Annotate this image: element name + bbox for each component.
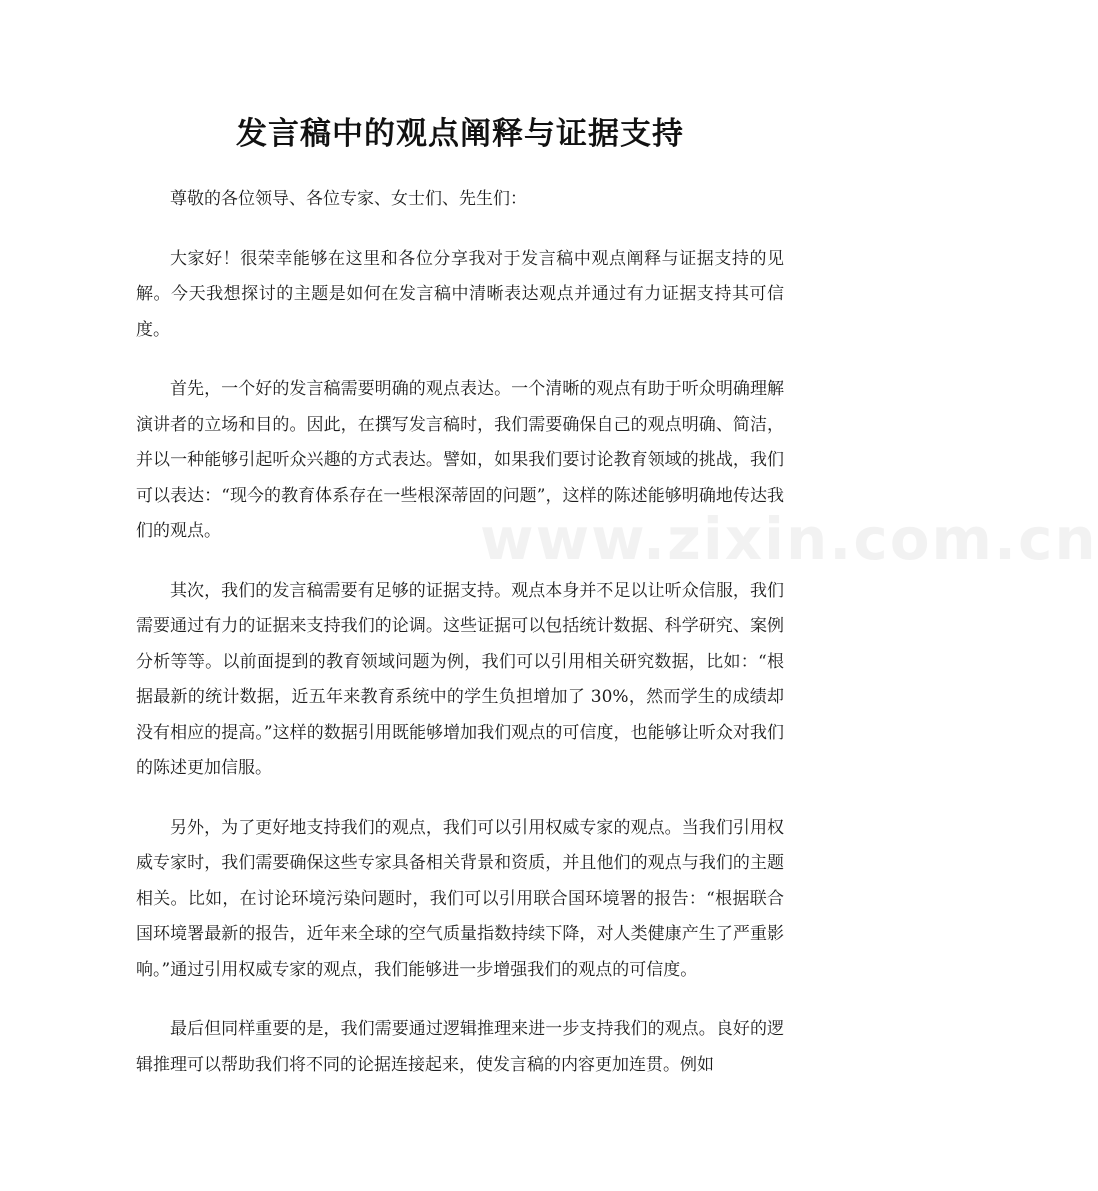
paragraph-third-point: 另外，为了更好地支持我们的观点，我们可以引用权威专家的观点。当我们引用权威专家时，我们需要确保这些专家具备相关背景和资质，并且他们的观点与我们的主题相关。比如，在讨论环境污染问题时，我们可以引用联合国环境署的报告：“根据联合国环境署最新的报告，近年来全球的空气质量指数持续下降，对人类健康产生了严重影响。”通过引用权威专家的观点，我们能够进一步增强我们的观点的可信度。 — [136, 817, 784, 980]
paragraph-second-point: 其次，我们的发言稿需要有足够的证据支持。观点本身并不足以让听众信服，我们需要通过有力的证据来支持我们的论调。这些证据可以包括统计数据、科学研究、案例分析等等。以前面提到的教育领域问题为例，我们可以引用相关研究数据，比如：“根据最新的统计数据，近五年来教育系统中的学生负担增加了 30%，然而学生的成绩却没有相应的提高。”这样的数据引用既能够增加我们观点的可信度，也能够让听众对我们的陈述更加信服。 — [136, 580, 784, 778]
watermark: www.zixin.com.cn — [480, 505, 1098, 573]
paragraph-final-point: 最后但同样重要的是，我们需要通过逻辑推理来进一步支持我们的观点。良好的逻辑推理可以帮助我们将不同的论据连接起来，使发言稿的内容更加连贯。例如 — [136, 1019, 784, 1075]
paragraph-salutation: 尊敬的各位领导、各位专家、女士们、先生们： — [170, 189, 527, 209]
paragraph-intro: 大家好！很荣幸能够在这里和各位分享我对于发言稿中观点阐释与证据支持的见解。今天我想探讨的主题是如何在发言稿中清晰表达观点并通过有力证据支持其可信度。 — [136, 248, 784, 340]
document-title: 发言稿中的观点阐释与证据支持 — [236, 116, 684, 152]
paragraph-first-point: 首先，一个好的发言稿需要明确的观点表达。一个清晰的观点有助于听众明确理解演讲者的立场和目的。因此，在撰写发言稿时，我们需要确保自己的观点明确、简洁，并以一种能够引起听众兴趣的方式表达。譬如，如果我们要讨论教育领域的挑战，我们可以表达：“现今的教育体系存在一些根深蒂固的问题”，这样的陈述能够明确地传达我们的观点。 — [136, 379, 784, 541]
